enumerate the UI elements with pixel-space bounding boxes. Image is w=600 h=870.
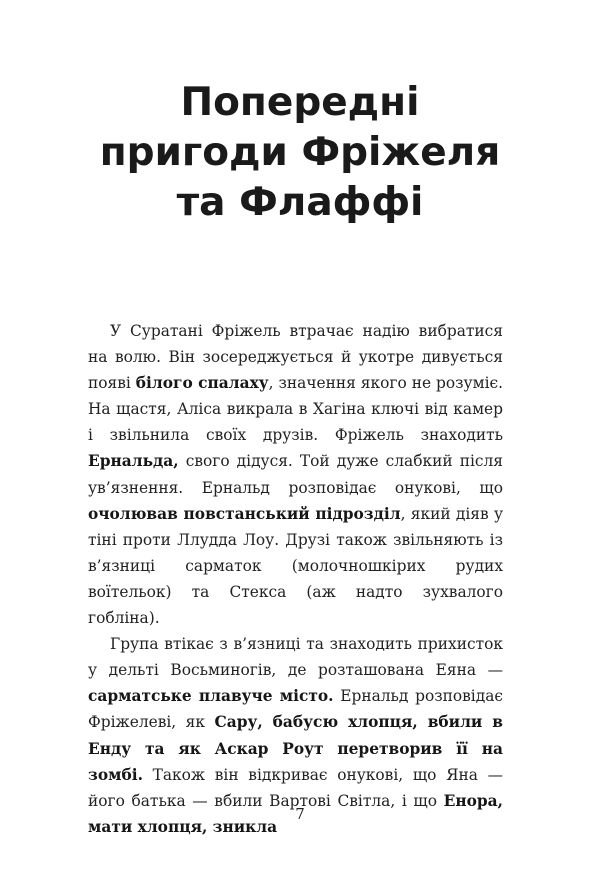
paragraph-text: У Суратані Фріжель втрачає надію вибратися на волю. Він зосереджується й укотре дивується появі [88,322,503,393]
paragraph-text: свого дідуся. Той дуже слабкий після ув’язнення. Ернальд розповідає онукові, що [88,452,503,497]
emphasized-text: білого спалаху [135,374,269,393]
paragraph-text: Група втікає з в’язниці та знаходить прихисток у дельті Восьминогів, де розташована Еяна — [88,635,503,680]
paragraph [88,318,503,631]
paragraph-text: , значення якого не розуміє. На щастя, Аліса викрала в Хагіна ключі від камер і звільнила своїх друзів. Фріжель знаходить [88,374,503,445]
emphasized-text: очолював повстанський підрозділ [88,504,401,523]
paragraph-text: Ернальд розповідає Фріжелеві, як [88,687,503,732]
paragraph-text: Також він відкриває онукові, що Яна — його батька — вбили Вартові Світла, і що [88,765,503,810]
emphasized-text: Сару, бабусю хлопця, вбили в Енду та як Аскар Роут перетворив її на зомбі. [88,713,503,784]
body-text [88,318,503,840]
chapter-title [40,78,560,228]
chapter-title-line: та Флаффі [176,180,424,225]
paragraph-text: , який діяв у тіні проти Ллудда Лоу. Друзі також звільняють із в’язниці сарматок (молочношкірих рудих воїтельок) та Стекса (аж надто зухвалого гобліна). [88,504,503,628]
emphasized-text: Ернальда, [88,452,179,471]
emphasized-text: Енора, мати хлопця, зникла [88,791,503,836]
emphasized-text: сарматське плавуче місто. [88,687,334,706]
chapter-title-line: Попередні [180,80,420,125]
page-number: 7 [295,805,305,823]
chapter-title-line: пригоди Фріжеля [99,130,501,175]
